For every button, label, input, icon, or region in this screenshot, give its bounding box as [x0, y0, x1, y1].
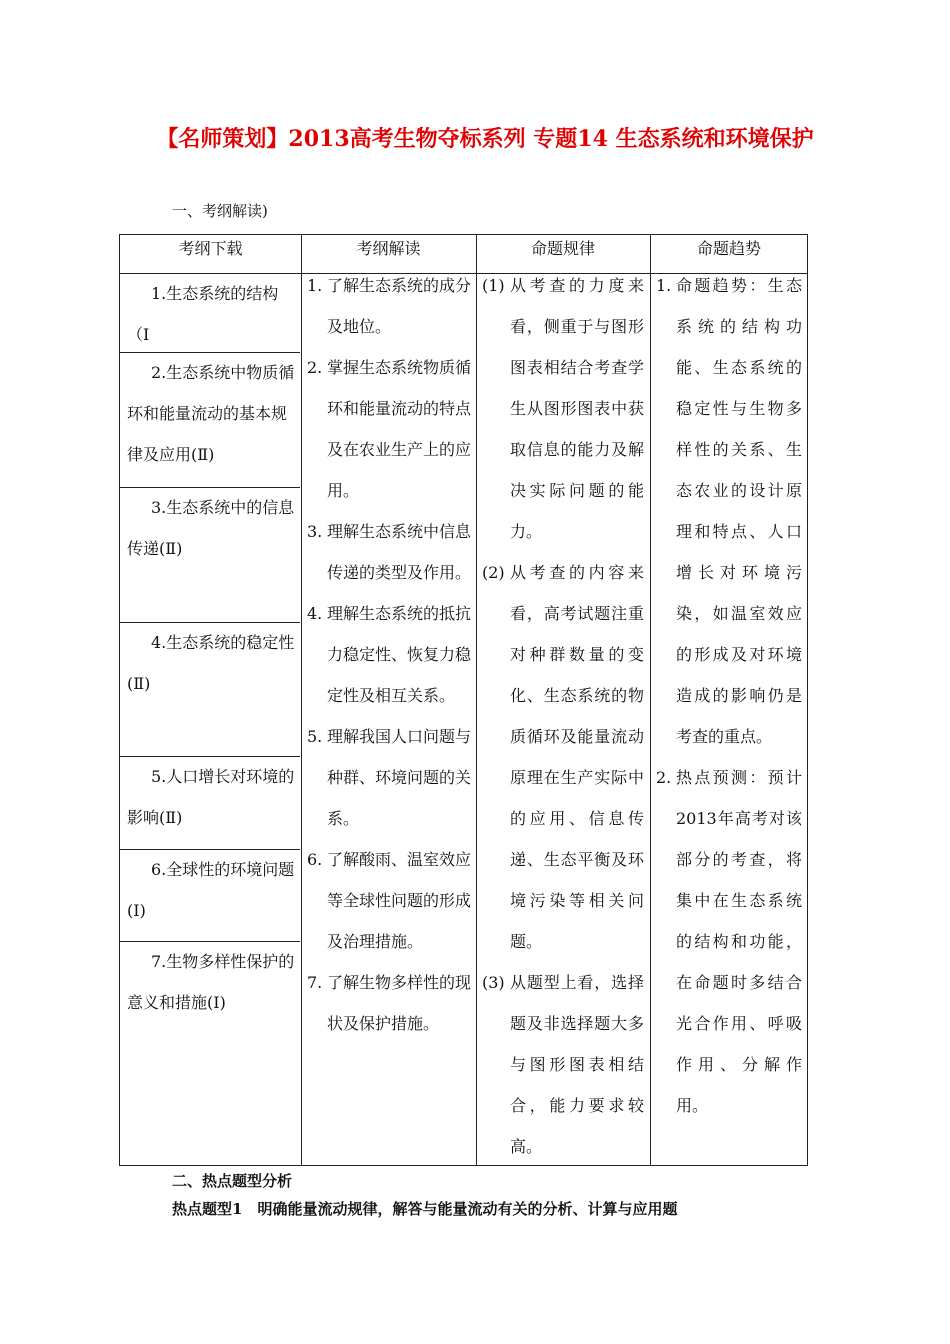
header-kaogang-xiazai: 考纲下载 — [178, 239, 243, 258]
trend-item — [656, 265, 802, 757]
syllabus-item: 3.生态系统中的信息传递(Ⅱ) — [127, 498, 295, 558]
section-heading-1: 一、考纲解读) — [172, 202, 268, 220]
interpretation-item — [307, 839, 471, 962]
trend-item — [656, 757, 802, 1126]
item-text: 从题型上看，选择题及非选择题大多与图形图表相结合，能力要求较高。 — [510, 973, 644, 1156]
item-text: 了解生态系统的成分及地位。 — [327, 276, 472, 336]
syllabus-item: 7.生物多样性保护的意义和措施(Ⅰ) — [127, 952, 295, 1012]
item-text: 从考查的内容来看，高考试题注重对种群数量的变化、生态系统的物质循环及能量流动原理在生产实际中的应用、信息传递、生态平衡及环境污染等相关问题。 — [510, 563, 644, 951]
item-text: 理解生态系统中信息传递的类型及作用。 — [327, 522, 472, 582]
interpretation-list — [307, 265, 471, 1044]
pattern-item — [482, 962, 644, 1167]
hot-topic-heading: 热点题型1 明确能量流动规律，解答与能量流动有关的分析、计算与应用题 — [172, 1200, 678, 1218]
item-number: 1. — [656, 276, 672, 295]
item-number: 2. — [307, 358, 323, 377]
item-text: 理解生态系统的抵抗力稳定性、恢复力稳定性及相互关系。 — [327, 604, 472, 705]
item-number: (3) — [482, 973, 505, 992]
interpretation-item — [307, 265, 471, 347]
interpretation-item — [307, 511, 471, 593]
syllabus-item: 6.全球性的环境问题(Ⅰ) — [127, 860, 295, 920]
item-number: (2) — [482, 563, 505, 582]
interpretation-item — [307, 347, 471, 511]
section-heading-2: 二、热点题型分析 — [172, 1172, 293, 1190]
item-number: 3. — [307, 522, 323, 541]
syllabus-item: 1.生态系统的结构（Ⅰ — [127, 284, 279, 344]
header-mingti-guilv: 命题规律 — [530, 239, 595, 258]
syllabus-item: 5.人口增长对环境的影响(Ⅱ) — [127, 767, 295, 827]
page-title: 【名师策划】2013高考生物夺标系列 专题14 生态系统和环境保护 — [156, 126, 814, 152]
item-number: 4. — [307, 604, 323, 623]
interpretation-item — [307, 716, 471, 839]
item-number: 2. — [656, 768, 672, 787]
item-text: 命题趋势：生态系统的结构功能、生态系统的稳定性与生物多样性的关系、生态农业的设计原理和特点、人口增长对环境污染，如温室效应的形成及对环境造成的影响仍是考查的重点。 — [676, 276, 802, 746]
item-text: 了解生物多样性的现状及保护措施。 — [327, 973, 472, 1033]
item-text: 了解酸雨、温室效应等全球性问题的形成及治理措施。 — [327, 850, 472, 951]
interpretation-item — [307, 962, 471, 1044]
pattern-item — [482, 552, 644, 962]
interpretation-item — [307, 593, 471, 716]
item-number: 1. — [307, 276, 323, 295]
item-number: 6. — [307, 850, 323, 869]
item-number: 5. — [307, 727, 323, 746]
pattern-item — [482, 265, 644, 552]
item-text: 从考查的力度来看，侧重于与图形图表相结合考查学生从图形图表中获取信息的能力及解决实际问题的能力。 — [510, 276, 644, 541]
item-number: 7. — [307, 973, 323, 992]
syllabus-item: 4.生态系统的稳定性(Ⅱ) — [127, 633, 295, 693]
trend-list — [656, 265, 802, 1126]
table-divider — [650, 235, 651, 1165]
syllabus-table — [119, 234, 808, 1166]
table-divider — [301, 235, 302, 1165]
item-text: 掌握生态系统物质循环和能量流动的特点及在农业生产上的应用。 — [327, 358, 472, 500]
syllabus-item: 2.生态系统中物质循环和能量流动的基本规律及应用(Ⅱ) — [127, 363, 295, 464]
pattern-list — [482, 265, 644, 1167]
item-text: 理解我国人口问题与种群、环境问题的关系。 — [327, 727, 472, 828]
header-kaogang-jiedu: 考纲解读 — [356, 239, 421, 258]
item-text: 热点预测：预计2013年高考对该部分的考查，将集中在生态系统的结构和功能，在命题时多结合光合作用、呼吸作用、分解作用。 — [676, 768, 802, 1115]
table-divider — [476, 235, 477, 1165]
item-number: (1) — [482, 276, 505, 295]
header-mingti-qushi: 命题趋势 — [696, 239, 761, 258]
